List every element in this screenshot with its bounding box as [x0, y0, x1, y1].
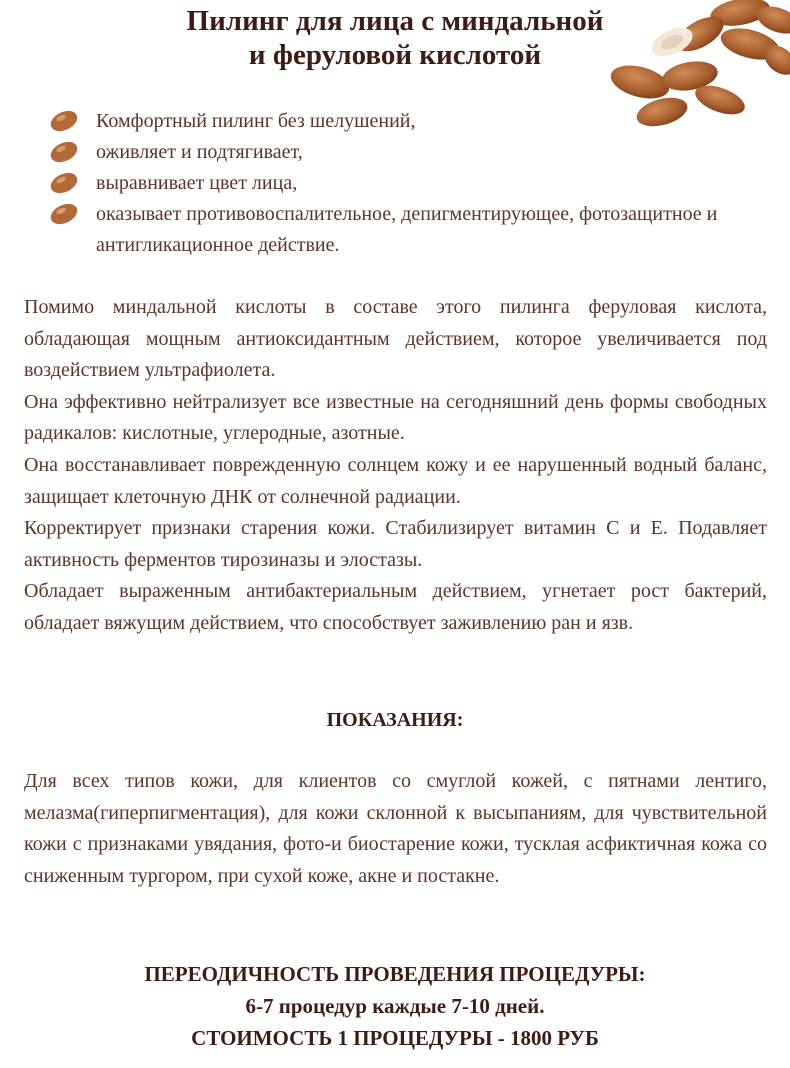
- description-paragraph: Она восстанавливает поврежденную солнцем кожу и ее нарушенный водный баланс, защищает клеточную ДНК от солнечной радиации.: [24, 453, 767, 508]
- indications-section: [24, 766, 767, 892]
- indications-text: Для всех типов кожи, для клиентов со смуглой кожей, с пятнами лентиго, мелазма(гиперпигментация), для кожи склонной к высыпаниям, для чувствительной кожи с признаками увядания, фото-и биостарение кожи, тусклая асфиктичная кожа со сниженным тургором, при сухой коже, акне и постакне.: [24, 770, 767, 887]
- almond-bullet-icon: [48, 140, 80, 164]
- benefit-text: оказывает противовоспалительное, депигментирующее, фотозащитное и антигликационное действие.: [96, 203, 718, 256]
- description-paragraph: Она эффективно нейтрализует все известные на сегодняшний день формы свободных радикалов: кислотные, углеродные, азотные.: [24, 390, 767, 445]
- almond-bullet-icon: [48, 109, 80, 133]
- periodicity-label: ПЕРЕОДИЧНОСТЬ ПРОВЕДЕНИЯ ПРОЦЕДУРЫ:: [144, 962, 646, 986]
- description-paragraph: Корректирует признаки старения кожи. Стабилизирует витамин С и Е. Подавляет активность ферментов тирозиназы и элостазы.: [24, 517, 767, 571]
- indications-heading: ПОКАЗАНИЯ:: [326, 709, 464, 731]
- list-item: [46, 137, 766, 168]
- page-title: [0, 4, 790, 72]
- list-item: [46, 106, 766, 137]
- benefits-list: [46, 106, 766, 261]
- periodicity-value: 6-7 процедур каждые 7-10 дней.: [245, 994, 545, 1018]
- almond-bullet-icon: [48, 171, 80, 195]
- title-line-1: Пилинг для лица с миндальной: [186, 5, 604, 37]
- title-line-2: и феруловой кислотой: [248, 39, 542, 71]
- list-item: [46, 168, 766, 199]
- price-line: СТОИМОСТЬ 1 ПРОЦЕДУРЫ - 1800 РУБ: [191, 1026, 599, 1050]
- benefit-text: Комфортный пилинг без шелушений,: [96, 110, 416, 132]
- procedure-info: [0, 958, 790, 1054]
- list-item: [46, 199, 766, 261]
- description-paragraph: Обладает выраженным антибактериальным действием, угнетает рост бактерий, обладает вяжущим действием, что способствует заживлению ран и язв.: [24, 580, 767, 634]
- benefit-text: выравнивает цвет лица,: [96, 172, 298, 194]
- almond-bullet-icon: [48, 202, 80, 226]
- benefit-text: оживляет и подтягивает,: [96, 141, 303, 163]
- description-section: [24, 292, 767, 640]
- description-paragraph: Помимо миндальной кислоты в составе этого пилинга феруловая кислота, обладающая мощным антиоксидантным действием, которое увеличивается под воздействием ультрафиолета.: [24, 296, 767, 382]
